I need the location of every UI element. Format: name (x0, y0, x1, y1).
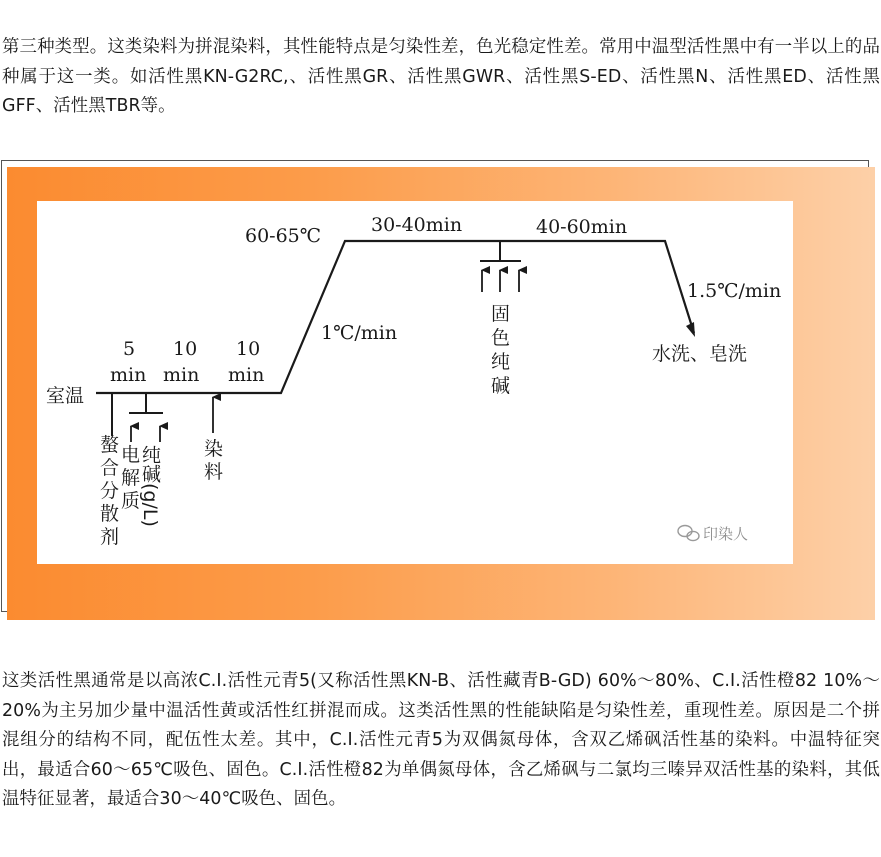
cooling-arrowhead (686, 322, 695, 337)
svg-text:合: 合 (100, 457, 120, 479)
time-label-1-unit: min (110, 364, 147, 386)
heat-rate-label: 1℃/min (321, 322, 398, 344)
cool-rate-label: 1.5℃/min (687, 280, 782, 302)
paragraph-bottom: 这类活性黑通常是以高浓C.I.活性元青5(又称活性黑KN-B、活性藏青B-GD) 60%～80%、C.I.活性橙82 10%～20%为主另加少量中温活性黄或活性红拼混而成。这类活性黑的性能缺陷是匀染性差，重现性差。原因是二个拼混组分的结构不同，配伍性太差。其中，C.I.活性元青5为双偶氮母体，含双乙烯砜活性基的染料。中温特征突出，最适合60～65℃吸色、固色。C.I.活性橙82为单偶氮母体，含乙烯砜与二氯均三嗪异双活性基的染料，其低温特征显著，最适合30～40℃吸色、固色。 (2, 671, 880, 809)
svg-text:印染人: 印染人 (703, 525, 749, 543)
paragraph-top: 第三种类型。这类染料为拼混染料，其性能特点是匀染性差，色光稳定性差。常用中温型活性黑中有一半以上的品种属于这一类。如活性黑KN-G2RC,、活性黑GR、活性黑GWR、活性黑S-ED、活性黑N、活性黑ED、活性黑GFF、活性黑TBR等。 (2, 37, 880, 116)
time-label-1-num: 5 (123, 338, 136, 360)
time-label-2-unit: min (163, 364, 200, 386)
svg-text:分: 分 (100, 480, 120, 502)
svg-text:剂: 剂 (100, 526, 120, 548)
electrolyte-label (121, 444, 140, 512)
soda2-label (491, 303, 510, 397)
time-label-3-unit: min (228, 364, 265, 386)
wechat-logo-icon (678, 526, 699, 541)
time-label-2-num: 10 (173, 338, 198, 360)
room-temp-label: 室温 (46, 385, 85, 407)
svg-text:碱: 碱 (491, 375, 511, 397)
svg-text:染: 染 (204, 438, 224, 460)
svg-text:解: 解 (121, 467, 141, 489)
temperature-label: 60-65℃ (245, 225, 322, 247)
svg-text:色: 色 (491, 327, 511, 349)
dye-label (204, 438, 223, 483)
svg-text:固: 固 (491, 303, 511, 325)
svg-text:螯: 螯 (100, 434, 120, 456)
watermark (678, 525, 748, 543)
svg-text:质: 质 (121, 490, 141, 512)
hold2-label: 40-60min (536, 216, 628, 238)
end-label: 水洗、皂洗 (652, 343, 748, 365)
svg-text:纯: 纯 (491, 351, 511, 373)
soda1-label: 纯碱(g/L) (139, 445, 161, 527)
hold1-label: 30-40min (371, 214, 463, 236)
chelate-label (100, 434, 119, 548)
svg-text:散: 散 (100, 503, 120, 525)
svg-text:料: 料 (204, 461, 224, 483)
svg-text:电: 电 (121, 444, 141, 466)
time-label-3-num: 10 (236, 338, 261, 360)
